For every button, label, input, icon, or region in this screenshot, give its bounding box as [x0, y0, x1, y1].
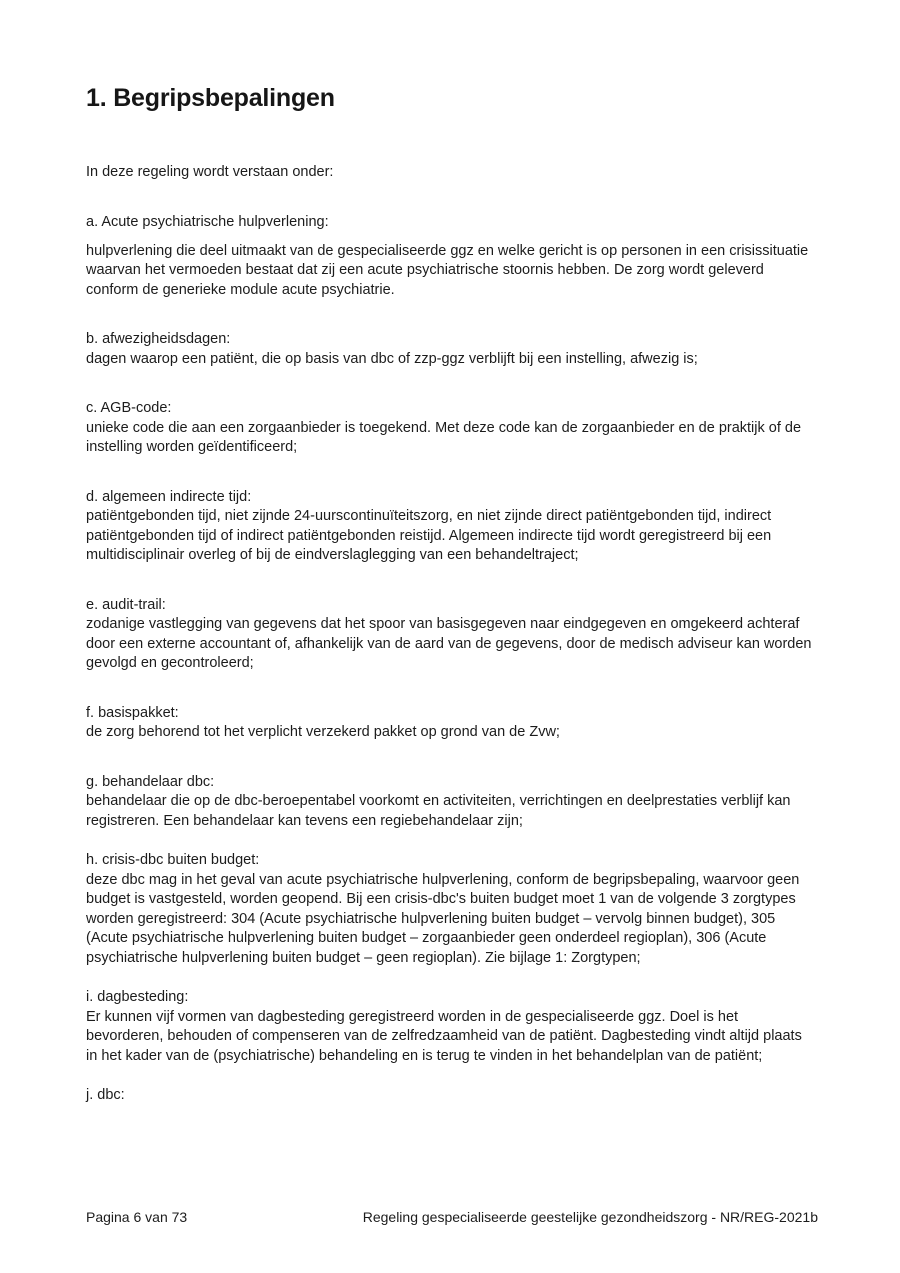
definition-entry-h	[86, 851, 813, 968]
page-title: 1. Begripsbepalingen	[86, 84, 335, 112]
definition-term: c. AGB-code:	[86, 400, 172, 416]
definition-entry-i	[86, 988, 813, 1066]
page-footer	[86, 1208, 818, 1227]
definition-entry-b	[86, 330, 813, 369]
definition-term: d. algemeen indirecte tijd:	[86, 488, 252, 505]
definition-body: behandelaar die op de dbc-beroepentabel voorkomt en activiteiten, verrichtingen en deelprestaties verblijf kan registreren. Een behandelaar kan tevens een regiebehandelaar zijn;	[86, 793, 791, 829]
definition-entry-f	[86, 704, 813, 743]
footer-document-reference: Regeling gespecialiseerde geestelijke gezondheidszorg - NR/REG-2021b	[362, 1209, 818, 1225]
definition-term: i. dagbesteding:	[86, 989, 189, 1005]
intro-text: In deze regeling wordt verstaan onder:	[86, 164, 334, 180]
definition-entry-c	[86, 399, 813, 458]
definition-body: unieke code die aan een zorgaanbieder is toegekend. Met deze code kan de zorgaanbieder en de praktijk of de instelling worden geïdentificeerd;	[86, 419, 802, 455]
definition-body: hulpverlening die deel uitmaakt van de gespecialiseerde ggz en welke gericht is op personen in een crisissituatie waarvan het vermoeden bestaat dat zij een acute psychiatrische stoornis hebben. De zorg wordt geleverd conform de generieke module acute psychiatrie.	[86, 242, 809, 298]
definition-body: Er kunnen vijf vormen van dagbesteding geregistreerd worden in de gespecialiseerde ggz. Doel is het bevorderen, behouden of compenseren van de zelfredzaamheid van de patiënt. Dagbesteding vindt altijd plaats in het kader van de (psychiatrische) behandeling en is terug te vinden in het behandelplan van de patiënt;	[86, 1008, 802, 1064]
document-content	[86, 0, 813, 1106]
definition-term: g. behandelaar dbc:	[86, 773, 215, 790]
definition-body: dagen waarop een patiënt, die op basis van dbc of zzp-ggz verblijft bij een instelling, afwezig is;	[86, 350, 698, 367]
definition-term: h. crisis-dbc buiten budget:	[86, 852, 260, 868]
definition-term: j. dbc:	[86, 1087, 125, 1103]
definition-term: e. audit-trail:	[86, 596, 166, 613]
definition-body: deze dbc mag in het geval van acute psychiatrische hulpverlening, conform de begripsbepaling, waarvoor geen budget is vastgesteld, worden geopend. Bij een crisis-dbc's buiten budget moet 1 van de volgende 3 zorgtypes worden geregistreerd: 304 (Acute psychiatrische hulpverlening buiten budget – vervolg binnen budget), 305 (Acute psychiatrische hulpverlening buiten budget – zorgaanbieder geen onderdeel regioplan), 306 (Acute psychiatrische hulpverlening buiten budget – geen regioplan). Zie bijlage 1: Zorgtypen;	[86, 871, 800, 966]
definition-entry-g	[86, 773, 813, 832]
definition-entry-a	[86, 213, 813, 301]
definition-body: zodanige vastlegging van gegevens dat het spoor van basisgegeven naar eindgegeven en omgekeerd achteraf door een externe accountant of, afhankelijk van de aard van de gegevens, door de medisch adviseur kan worden gevolgd en gecontroleerd;	[86, 616, 812, 671]
definition-entry-d	[86, 488, 813, 566]
footer-page-indicator: Pagina 6 van 73	[86, 1209, 188, 1225]
definition-term: a. Acute psychiatrische hulpverlening:	[86, 213, 329, 230]
definition-term: b. afwezigheidsdagen:	[86, 331, 231, 347]
definition-body: de zorg behorend tot het verplicht verzekerd pakket op grond van de Zvw;	[86, 724, 560, 740]
definition-body: patiëntgebonden tijd, niet zijnde 24-uurscontinuïteitszorg, en niet zijnde direct patiëntgebonden tijd, indirect patiëntgebonden tijd of indirect patiëntgebonden reistijd. Algemeen indirecte tijd wordt geregistreerd bij een multidisciplinair overleg of bij de eindverslaglegging van een behandeltraject;	[86, 508, 772, 563]
definition-term: f. basispakket:	[86, 704, 179, 721]
definition-entry-j	[86, 1086, 813, 1106]
definition-entry-e	[86, 596, 813, 674]
